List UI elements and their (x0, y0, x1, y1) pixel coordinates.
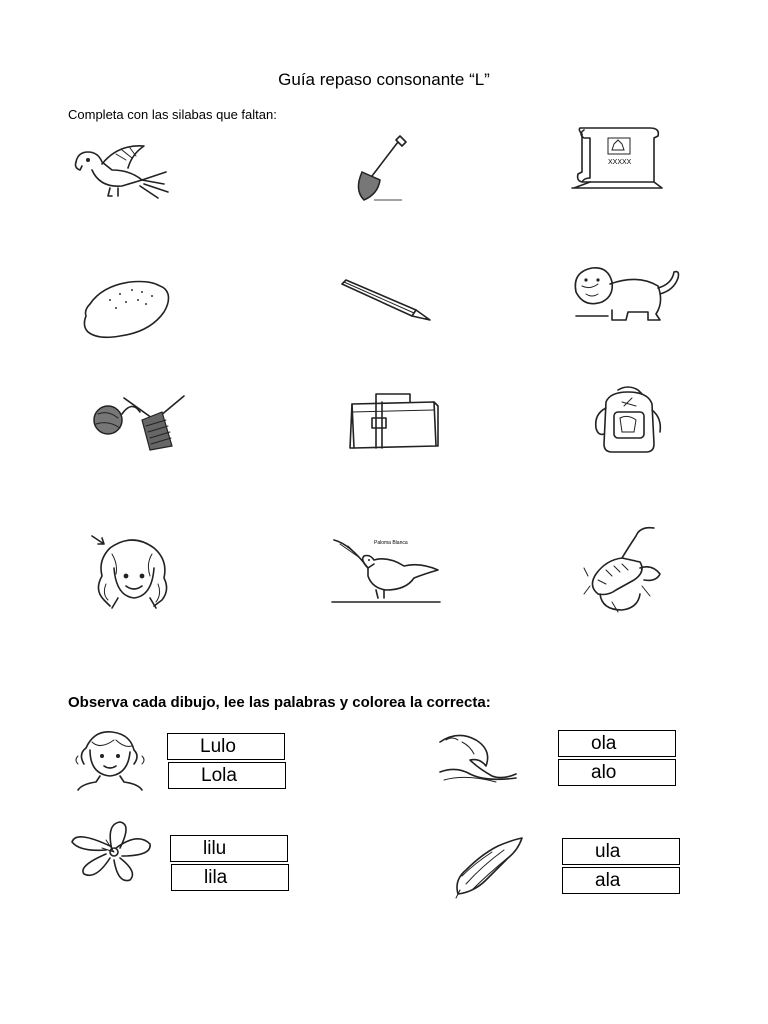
yarn-knitting-icon (88, 390, 192, 452)
shovel-icon (350, 132, 410, 204)
dove-caption: Paloma Blanca (374, 540, 408, 546)
page-title: Guía repaso consonante “L” (278, 70, 490, 89)
option-lola[interactable]: Lola (168, 762, 286, 789)
svg-text:XXXXX: XXXXX (608, 159, 632, 166)
option-alo[interactable]: alo (558, 759, 676, 786)
option-ala[interactable]: ala (562, 867, 680, 894)
option-lilu[interactable]: lilu (170, 835, 288, 862)
dove-icon (330, 534, 442, 606)
option-lila[interactable]: lila (171, 864, 289, 891)
wave-icon (436, 732, 518, 784)
girl-hair-icon (88, 534, 178, 610)
lemon-icon (80, 276, 172, 342)
backpack-icon (592, 384, 664, 458)
parrot-icon (70, 140, 170, 202)
wing-icon (452, 836, 526, 902)
lizard-icon (582, 524, 668, 616)
flower-icon (66, 818, 158, 884)
option-ola[interactable]: ola (558, 730, 676, 757)
option-lulo[interactable]: Lulo (167, 733, 285, 760)
option-ula[interactable]: ula (562, 838, 680, 865)
suitcase-icon (346, 388, 442, 454)
instruction-color-correct: Observa cada dibujo, lee las palabras y colorea la correcta: (68, 694, 491, 711)
lion-icon (568, 262, 684, 326)
book-icon (568, 124, 666, 192)
pencil-icon (336, 276, 436, 324)
girl-icon (70, 728, 150, 792)
instruction-complete-syllables: Completa con las silabas que faltan: (68, 107, 277, 122)
